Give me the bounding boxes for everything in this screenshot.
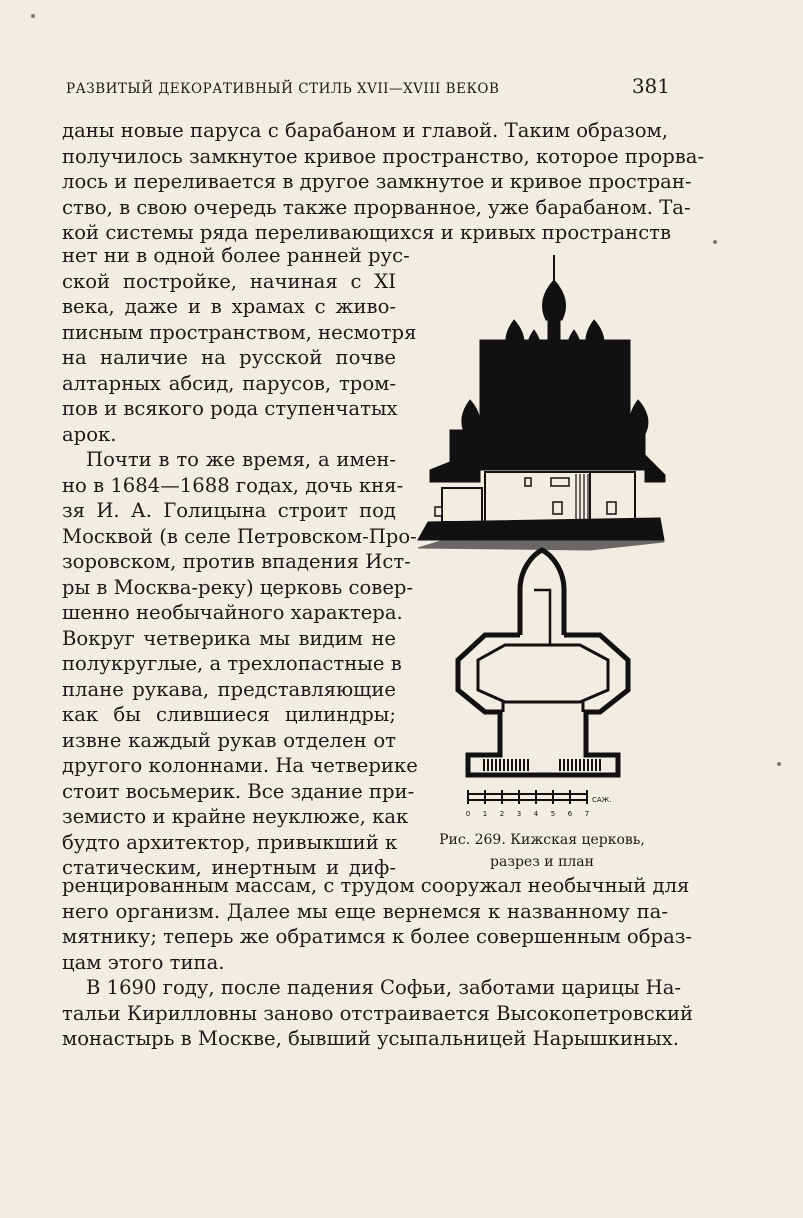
text-line: статическим, инертным и диф- [62, 856, 396, 879]
narrow-column-text [62, 243, 418, 881]
page-header [66, 74, 670, 102]
text-line: Москвой (в селе Петровском-Про- [62, 524, 417, 548]
text-line: плане рукава, представляющие [62, 677, 396, 701]
text-line: ры в Москва-реку) церковь совер- [62, 575, 414, 599]
text-line: зя И. А. Голицына строит под [62, 499, 396, 522]
scale-bar [468, 790, 588, 804]
scale-number: 5 [550, 810, 556, 818]
scale-number: 1 [482, 810, 488, 818]
text-line: цам этого типа. [62, 950, 225, 974]
text-line: другого колоннами. На четверике [62, 754, 418, 777]
text-line: лось и переливается в другое замкнутое и кривое простран- [62, 170, 692, 193]
text-line: как бы слившиеся цилиндры; [62, 703, 396, 726]
church-section-drawing [418, 255, 665, 550]
church-plan-drawing [458, 550, 628, 775]
text-line: получилось замкнутое кривое пространство, которое прорва- [62, 144, 705, 168]
text-line: земисто и крайне неуклюже, как [62, 805, 409, 828]
church-section-and-plan-drawing [410, 250, 668, 820]
text-line: Почти в то же время, а имен- [86, 448, 396, 471]
text-line: В 1690 году, после падения Софьи, заботами царицы На- [86, 976, 682, 999]
scale-number: 2 [499, 810, 505, 818]
scale-number: 3 [516, 810, 522, 818]
scale-number: 6 [567, 810, 573, 818]
scan-speck [713, 240, 717, 244]
text-line: алтарных абсид, парусов, тром- [62, 371, 396, 395]
scale-number: 7 [584, 810, 590, 818]
figure-caption [418, 829, 666, 873]
paragraph-1-wide [62, 118, 705, 246]
text-line: стоит восьмерик. Все здание при- [62, 779, 415, 803]
text-line: шенно необычайного характера. [62, 601, 403, 624]
text-line: монастырь в Москве, бывший усыпальницей Нарышкиных. [62, 1027, 679, 1050]
text-line: но в 1684—1688 годах, дочь кня- [62, 473, 404, 497]
text-line: века, даже и в храмах с живо- [62, 295, 396, 318]
caption-line-1: Рис. 269. Кижская церковь, [439, 832, 645, 848]
text-line: зоровском, против впадения Ист- [62, 550, 411, 573]
scale-number: 4 [533, 810, 539, 818]
running-title: РАЗВИТЫЙ ДЕКОРАТИВНЫЙ СТИЛЬ XVII—XVIII ВЕКОВ [66, 81, 500, 97]
scan-speck [777, 762, 781, 766]
text-line: ство, в свою очередь также прорванное, уже барабаном. Та- [62, 195, 691, 219]
text-line: даны новые паруса с барабаном и главой. Таким образом, [62, 119, 668, 142]
plan-columns [484, 759, 600, 771]
text-line: ренцированным массам, с трудом сооружал необычный для [62, 874, 690, 897]
text-line: ской постройке, начиная с XI [62, 269, 396, 293]
text-line: него организм. Далее мы еще вернемся к названному па- [62, 899, 668, 923]
text-line: извне каждый рукав отделен от [62, 728, 396, 752]
scale-unit-label: САЖ. [592, 796, 612, 804]
caption-line-2: разрез и план [490, 854, 594, 870]
text-line: на наличие на русской почве [62, 346, 396, 369]
bottom-wide-text [62, 873, 694, 1052]
page-number: 381 [631, 74, 670, 98]
text-line: мятнику; теперь же обратимся к более совершенным образ- [62, 925, 693, 948]
text-line: арок. [62, 422, 117, 446]
scan-speck [31, 14, 35, 18]
text-line: тальи Кирилловны заново отстраивается Высокопетровский [62, 1001, 694, 1025]
figure-kizhi-church [410, 250, 668, 820]
text-line: пов и всякого рода ступенчатых [62, 397, 398, 420]
text-line: кой системы ряда переливающихся и кривых пространств [62, 221, 672, 244]
text-line: полукруглые, а трехлопастные в [62, 652, 402, 675]
text-line: Вокруг четверика мы видим не [62, 626, 396, 650]
scale-number: 0 [465, 810, 471, 818]
scale-numbers [466, 810, 589, 818]
text-line: нет ни в одной более ранней рус- [62, 244, 410, 267]
text-line: будто архитектор, привыкший к [62, 830, 398, 854]
text-line: писным пространством, несмотря [62, 320, 417, 344]
